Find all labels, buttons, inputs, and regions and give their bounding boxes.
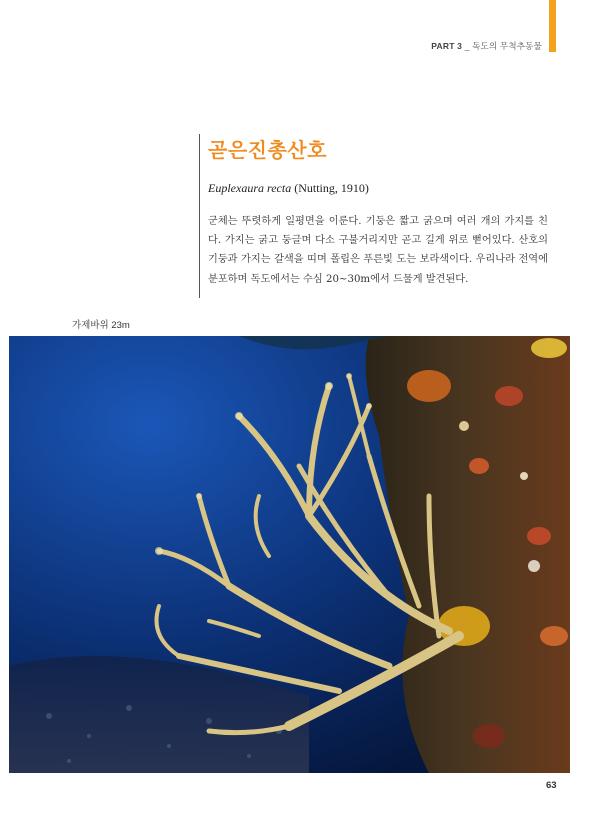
running-header: [431, 40, 542, 52]
scientific-binomial: Euplexaura recta: [208, 181, 292, 195]
page-number: 63: [546, 780, 557, 791]
scientific-authority: (Nutting, 1910): [294, 181, 369, 195]
species-description: 군체는 뚜렷하게 일평면을 이룬다. 기둥은 짧고 굵으며 여러 개의 가지를 친다. 가지는 굵고 둥글며 다소 구불거리지만 곧고 길게 위로 뻗어있다. 산호의 기둥과 가지는 갈색을 띠며 폴립은 푸른빛 도는 보라색이다. 우리나라 전역에 분포하며 독도에서는 수심 20~30m에서 드물게 발견된다.: [208, 216, 548, 285]
coral-photo: [9, 336, 570, 773]
header-separator: _: [462, 41, 473, 51]
part-label: PART 3: [431, 41, 463, 51]
scientific-name: [208, 181, 369, 196]
species-entry: [199, 134, 551, 298]
section-title: 독도의 무척추동물: [472, 41, 542, 51]
species-korean-name: 곧은진총산호: [208, 138, 327, 162]
photo-caption: 가제바위 23m: [72, 320, 130, 331]
coral-photo-illustration: [9, 336, 570, 773]
orange-accent-tab: [549, 0, 556, 52]
